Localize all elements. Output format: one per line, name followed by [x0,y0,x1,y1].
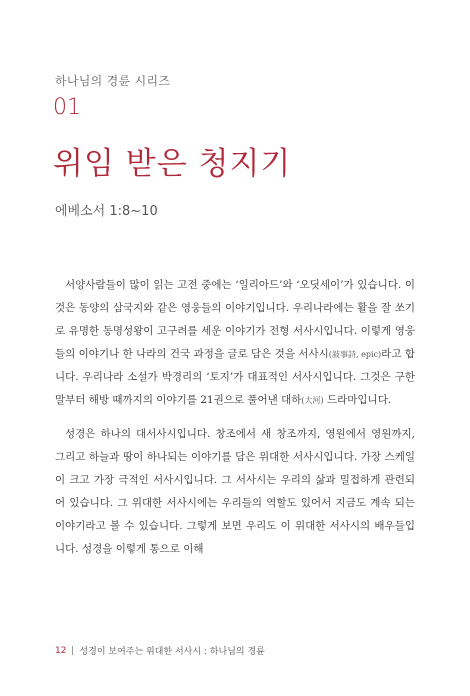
page-number: 12 [55,645,67,656]
body-paragraph-1 [55,274,415,412]
series-title: 하나님의 경륜 시리즈 [55,74,171,88]
chapter-number: 01 [53,95,81,120]
text-run: 서양사람들이 많이 읽는 고전 중에는 ‘일리아드’와 ‘오딧세이’가 있습니다. 이것은 동양의 삼국지와 같은 영웅들의 이야기입니다. 우리나라에는 활을 잘 쏘기로 유명한 동명성왕이 고구려를 세운 이야기가 전형 서사시입니다. 이렇게 영웅들의 이야기나 한 나라의 건국 과정을 글로 담은 것을 서사시 [55,279,415,360]
body-paragraph-2 [55,423,415,561]
paragraph-text [55,274,415,412]
paragraph-text: 성경은 하나의 대서사시입니다. 창조에서 새 창조까지, 영원에서 영원까지, 그리고 하늘과 땅이 하나되는 이야기를 담은 위대한 서사시입니다. 가장 스케일이 크고 가장 극적인 서사시입니다. 그 서사시는 우리의 삶과 밀접하게 관련되어 있습니다. 그 위대한 서사시에는 우리들의 역할도 있어서 지금도 계속 되는 이야기라고 볼 수 있습니다. 그렇게 보면 우리도 이 위대한 서사시의 배우들입니다. 성경을 이렇게 통으로 이해 [55,428,415,555]
page-footer [55,644,265,657]
hanja-note: (敍事詩, epic) [328,350,382,359]
running-title: 성경이 보여주는 위대한 서사시 : 하나님의 경륜 [79,647,265,657]
chapter-title: 위임 받은 청지기 [53,146,292,182]
hanja-note: (大河) [301,396,324,405]
footer-divider [72,646,73,655]
scripture-reference: 에베소서 1:8~10 [55,204,158,219]
text-run: 드라마입니다. [323,394,392,406]
text-run: 라고 합니다. 우리나라 소설가 박경리의 ‘토지’가 대표적인 서사시입니다. 그것은 구한말부터 해방 때까지의 이야기를 21권으로 풀어낸 대하 [55,348,415,406]
